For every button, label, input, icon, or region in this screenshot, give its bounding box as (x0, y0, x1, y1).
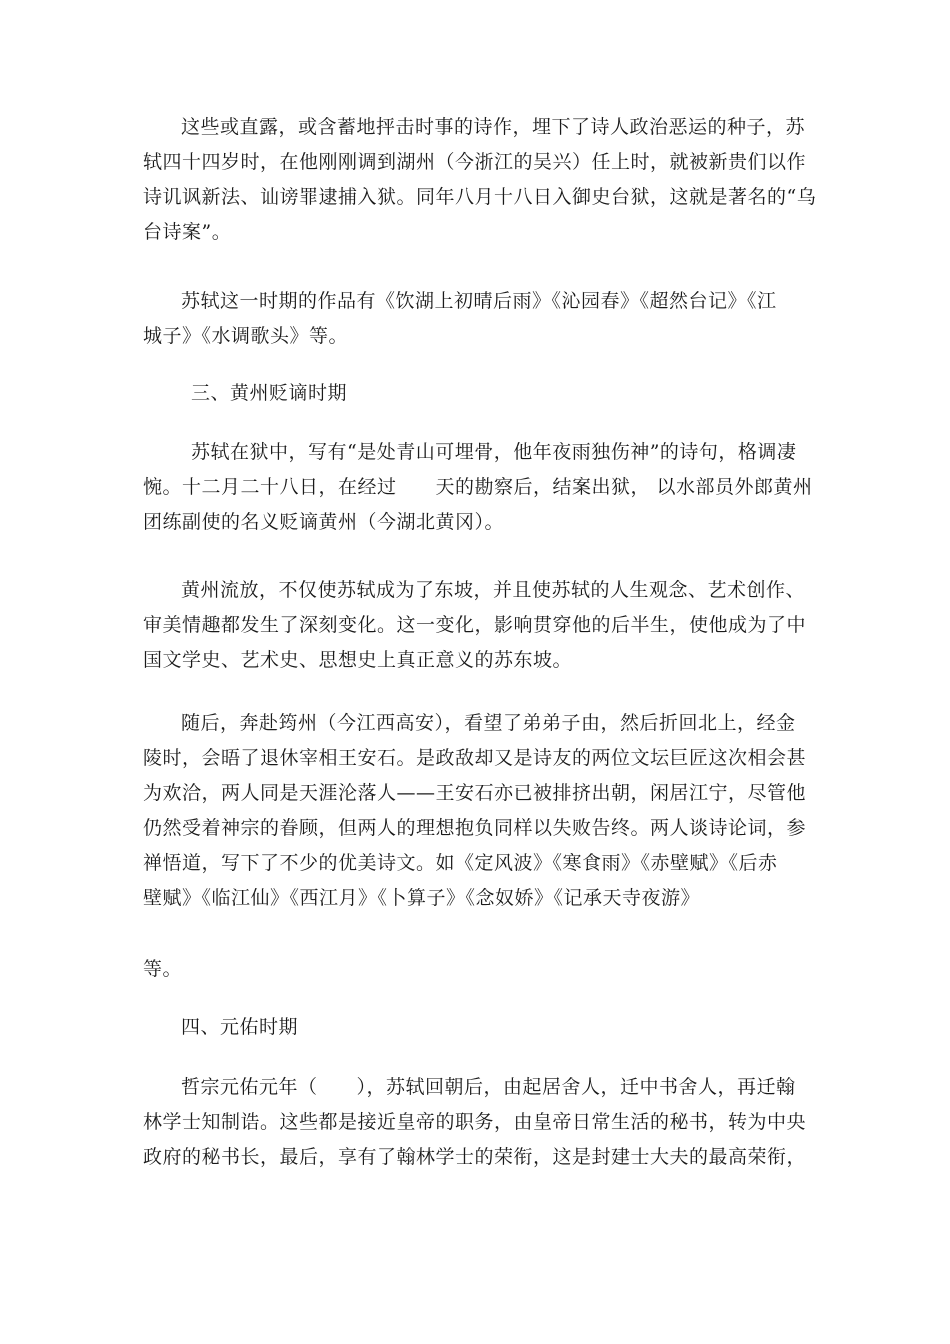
text-line: 轼四十四岁时，在他刚刚调到湖州（今浙江的吴兴）任上时，就被新贵们以作 (143, 151, 807, 173)
text-line: 台诗案”。 (143, 221, 232, 243)
paragraph-in-prison (143, 435, 813, 540)
paragraph-huangzhou-exile (143, 573, 805, 678)
text-line: 诗讥讽新法、讪谤罪逮捕入狱。同年八月十八日入御史台狱，这就是著名的“乌 (143, 186, 817, 208)
paragraph-works-list (143, 284, 805, 354)
section-heading-huangzhou: 三、黄州贬谪时期 (191, 382, 348, 404)
text-line: 仍然受着神宗的眷顾，但两人的理想抱负同样以失败告终。两人谈诗论词，参 (143, 817, 807, 839)
text-line: 国文学史、艺术史、思想史上真正意义的苏东坡。 (143, 649, 573, 671)
text-line: 随后，奔赴筠州（今江西高安），看望了弟弟子由，然后折回北上，经金 (181, 712, 796, 734)
text-line: 禅悟道，写下了不少的优美诗文。如《定风波》《寒食雨》《赤壁赋》《后赤 (143, 852, 778, 874)
text-line: 苏轼在狱中，写有“是处青山可埋骨，他年夜雨独伤神”的诗句，格调凄 (191, 441, 797, 463)
text-line: 陵时，会晤了退休宰相王安石。是政敌却又是诗友的两位文坛巨匠这次相会甚 (143, 747, 807, 769)
paragraph-yuanyou (143, 1070, 805, 1175)
text-line: 政府的秘书长，最后，享有了翰林学士的荣衔，这是封建士大夫的最高荣衔， (143, 1146, 807, 1168)
text-line: 这些或直露，或含蓄地抨击时事的诗作，埋下了诗人政治恶运的种子，苏 (181, 116, 806, 138)
text-line: 惋。十二月二十八日，在经过 天的勘察后，结案出狱， 以水部员外郎黄州 (143, 476, 813, 498)
text-line: 林学士知制诰。这些都是接近皇帝的职务，由皇帝日常生活的秘书，转为中央 (143, 1111, 807, 1133)
text-line: 审美情趣都发生了深刻变化。这一变化，影响贯穿他的后半生，使他成为了中 (143, 614, 807, 636)
text-line: 黄州流放，不仅使苏轼成为了东坡，并且使苏轼的人生观念、艺术创作、 (181, 579, 806, 601)
section-heading-yuanyou: 四、元佑时期 (181, 1016, 299, 1038)
text-line: 等。 (143, 958, 183, 980)
text-line: 为欢洽，两人同是天涯沦落人——王安石亦已被排挤出朝，闲居江宁，尽管他 (143, 782, 807, 804)
text-line: 壁赋》《临江仙》《西江月》《卜算子》《念奴娇》《记承天寺夜游》 (143, 887, 701, 909)
text-line: 城子》《水调歌头》等。 (143, 325, 349, 347)
paragraph-visit-wang-anshi (143, 706, 805, 916)
text-line: 苏轼这一时期的作品有《饮湖上初晴后雨》《沁园春》《超然台记》《江 (181, 290, 777, 312)
text-line: 哲宗元佑元年（ ），苏轼回朝后，由起居舍人，迁中书舍人，再迁翰 (181, 1076, 796, 1098)
text-line: 团练副使的名义贬谪黄州（今湖北黄冈）。 (143, 511, 505, 533)
paragraph-wutai-case (143, 110, 817, 250)
paragraph-tail (143, 952, 805, 987)
